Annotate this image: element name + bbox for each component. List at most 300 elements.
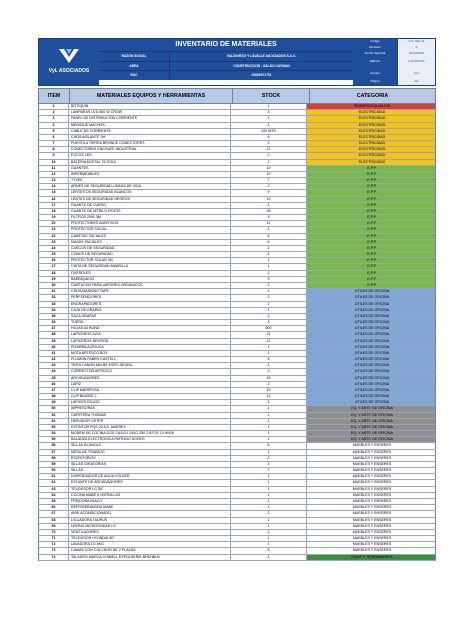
category-cell: UTILES DE OFICINA (307, 400, 435, 405)
item-cell: 46 (39, 382, 69, 387)
stock-cell: 1 (231, 419, 307, 424)
item-cell: 47 (39, 388, 69, 393)
description-cell: TIJERA (69, 320, 231, 325)
item-cell: 53 (39, 425, 69, 430)
item-cell: 28 (39, 271, 69, 276)
stock-cell: 21 (231, 332, 307, 337)
description-cell: HOJAS A4 BOND (69, 326, 231, 331)
description-cell: CINTA MASKING TAPE (69, 289, 231, 294)
item-cell: 33 (39, 302, 69, 307)
description-cell: LAPICES ROJOS (69, 400, 231, 405)
stock-cell: 2 (231, 289, 307, 294)
logo-mark-icon (57, 47, 81, 65)
category-cell: E.P.P. (307, 203, 435, 208)
item-cell: 70 (39, 530, 69, 535)
stock-cell: 1 (231, 160, 307, 165)
stock-cell: 1 (231, 351, 307, 356)
column-header-description: MATERIALES EQUIPOS Y HERRAMIENTAS (70, 89, 233, 103)
stock-cell: 8 (231, 548, 307, 553)
column-header-item: ITEM (39, 89, 70, 103)
stock-cell: 1 (231, 505, 307, 510)
description-cell: SILLAS (69, 468, 231, 473)
category-cell: MUEBLES Y ENSERES (307, 474, 435, 479)
item-cell: 6 (39, 135, 69, 140)
meta-row (353, 79, 435, 85)
description-cell: CAJA DE GRAPAS (69, 308, 231, 313)
stock-cell: 5 (231, 277, 307, 282)
item-cell: 14 (39, 184, 69, 189)
header-label: RAZON SOCIAL (99, 52, 170, 61)
meta-value: 0 (397, 45, 435, 51)
inventory-sheet (38, 38, 436, 561)
category-cell: EQ. Y ARTF. DE OFICINA (307, 437, 435, 442)
stock-cell: 1 (231, 536, 307, 541)
stock-cell: 4 (231, 462, 307, 467)
stock-cell: 1 (231, 493, 307, 498)
description-cell: CAFETERA THOMAS (69, 413, 231, 418)
stock-cell: 2 (231, 382, 307, 387)
description-cell: GUANTES (69, 166, 231, 171)
description-cell: PIZARRA ACRILICA (69, 345, 231, 350)
item-cell: 30 (39, 283, 69, 288)
table-row (38, 555, 436, 561)
item-cell: 21 (39, 227, 69, 232)
category-cell: UTILES DE OFICINA (307, 332, 435, 337)
description-cell: EXTINTOR PQS 20 KG. AMEREX (69, 425, 231, 430)
stock-cell: 1 (231, 363, 307, 368)
category-cell: UTILES DE OFICINA (307, 320, 435, 325)
header-value: CONSTRUCCION - SALDO CAYMAN (170, 62, 353, 71)
item-cell: 4 (39, 123, 69, 128)
meta-label: Elaboró (353, 56, 397, 68)
category-cell: E.P.P. (307, 283, 435, 288)
category-cell: E.P.P. (307, 252, 435, 257)
item-cell: 69 (39, 524, 69, 529)
meta-label: Código (353, 39, 397, 45)
item-cell: 63 (39, 487, 69, 492)
description-cell: GUANTE DE CUERO (69, 203, 231, 208)
stock-cell: 600 (231, 326, 307, 331)
category-cell: UTILES DE OFICINA (307, 382, 435, 387)
item-cell: 29 (39, 277, 69, 282)
category-cell: UTILES DE OFICINA (307, 314, 435, 319)
description-cell: ARNES DE SEGURIDAD-LINEAS DE VIDA (69, 184, 231, 189)
meta-label: Aprobó (353, 68, 397, 80)
stock-cell: 2 (231, 184, 307, 189)
company-logo (39, 39, 99, 85)
category-cell: E.P.P. (307, 209, 435, 214)
stock-cell: 10 (231, 166, 307, 171)
category-cell: UTILES DE OFICINA (307, 308, 435, 313)
description-cell: BOTIQUIN (69, 104, 231, 109)
category-cell: E.P.P. (307, 240, 435, 245)
meta-row (353, 56, 435, 68)
description-cell: CONOS DE SEGURIDAD (69, 252, 231, 257)
item-cell: 55 (39, 437, 69, 442)
description-cell: LAMPARAS LED 600 W CROW (69, 110, 231, 115)
item-cell: 22 (39, 234, 69, 239)
item-cell: 19 (39, 215, 69, 220)
item-cell: 34 (39, 308, 69, 313)
stock-cell: 1 (231, 425, 307, 430)
document-header (38, 38, 436, 86)
stock-cell: 2 (231, 302, 307, 307)
stock-cell: 9 (231, 190, 307, 195)
category-cell: UTILES DE OFICINA (307, 289, 435, 294)
description-cell: DISPENSADOR DE AGUA VOLKER (69, 474, 231, 479)
item-cell: 50 (39, 406, 69, 411)
item-cell: 61 (39, 474, 69, 479)
description-cell: SACA GRAPAS (69, 314, 231, 319)
stock-cell: 2 (231, 295, 307, 300)
category-cell: ELECTRICIDAD (307, 141, 435, 146)
stock-cell: 12 (231, 394, 307, 399)
item-cell: 38 (39, 332, 69, 337)
item-cell: 32 (39, 295, 69, 300)
category-cell: E.P.P. (307, 271, 435, 276)
stock-cell: 2 (231, 283, 307, 288)
description-cell: FREIDORA IMACO (69, 499, 231, 504)
stock-cell: 12 (231, 339, 307, 344)
category-cell: UTILES DE OFICINA (307, 295, 435, 300)
stock-cell: 25 (231, 209, 307, 214)
category-cell: UTILES DE OFICINA (307, 351, 435, 356)
category-cell: E.P.P. (307, 234, 435, 239)
stock-cell: 100 MTS (231, 129, 307, 134)
description-cell: HERVIDOR OSTER (69, 419, 231, 424)
category-cell: MUEBLES Y ENSERES (307, 493, 435, 498)
description-cell: CARTUCHO PARA VAPORES ORGANICOS (69, 283, 231, 288)
item-cell: 60 (39, 468, 69, 473)
item-cell: 10 (39, 160, 69, 165)
stock-cell: 2 (231, 141, 307, 146)
stock-cell: 1 (231, 542, 307, 547)
category-cell: MUEBLES Y ENSERES (307, 518, 435, 523)
item-cell: 52 (39, 419, 69, 424)
stock-cell: 2 (231, 511, 307, 516)
stock-cell: 1 (231, 480, 307, 485)
description-cell: TYVEK (69, 178, 231, 183)
description-cell: GUANTE DE NITRILO ROJOS (69, 209, 231, 214)
category-cell: E.P.P. (307, 215, 435, 220)
category-cell: MUEBLES Y ENSERES (307, 530, 435, 535)
stock-cell: 1 (231, 227, 307, 232)
item-cell: 15 (39, 190, 69, 195)
category-cell: MUEBLES Y ENSERES (307, 542, 435, 547)
item-cell: 26 (39, 258, 69, 263)
stock-cell: 12 (231, 221, 307, 226)
item-cell: 57 (39, 450, 69, 455)
category-cell: MUEBLES Y ENSERES (307, 443, 435, 448)
meta-value: GG (397, 68, 435, 80)
stock-cell: 1 (231, 203, 307, 208)
stock-cell: 1 (231, 104, 307, 109)
category-cell: E.P.P. (307, 184, 435, 189)
description-cell: VENTILADORES (69, 530, 231, 535)
stock-cell: 6 (231, 135, 307, 140)
item-cell: 44 (39, 369, 69, 374)
item-cell: 20 (39, 221, 69, 226)
item-cell: 73 (39, 548, 69, 553)
category-cell: ELECTRICIDAD (307, 160, 435, 165)
description-cell: LAVADORA LG 6KG (69, 542, 231, 547)
category-cell: UTILES DE OFICINA (307, 339, 435, 344)
description-cell: MOTA ARTESCO BOX (69, 351, 231, 356)
item-cell: 11 (39, 166, 69, 171)
category-cell: EQ. Y ARTF. DE OFICINA (307, 431, 435, 436)
header-label: AREA (99, 62, 170, 71)
item-cell: 36 (39, 320, 69, 325)
item-cell: 41 (39, 351, 69, 356)
item-cell: 39 (39, 339, 69, 344)
description-cell: LENTES DE SEGURIDAD NEGROS (69, 197, 231, 202)
category-cell: MUEBLES Y ENSERES (307, 468, 435, 473)
description-cell: CORRECTOR ARTESCO (69, 369, 231, 374)
category-cell: MUEBLES Y ENSERES (307, 499, 435, 504)
description-cell: CAMAS CON COLCHON DE 2 PLAZAS (69, 548, 231, 553)
item-cell: 37 (39, 326, 69, 331)
category-cell: MUEBLES Y ENSERES (307, 548, 435, 553)
category-cell: MUEBLES Y ENSERES (307, 536, 435, 541)
stock-cell: 7 (231, 178, 307, 183)
description-cell: CINTA DE SEGURIDAD AMARILLA (69, 264, 231, 269)
item-cell: 1 (39, 104, 69, 109)
meta-value: 20/04/2023 (397, 51, 435, 57)
stock-cell: 1 (231, 518, 307, 523)
description-cell: CABLE DE CORRIENTE (69, 129, 231, 134)
description-cell: CASCOS DE SEGURIDAD (69, 246, 231, 251)
stock-cell: 1 (231, 116, 307, 121)
stock-cell: 2 (231, 153, 307, 158)
description-cell: PLUMON FABER CASTELL (69, 357, 231, 362)
description-cell: LAPIZ (69, 382, 231, 387)
stock-cell: 2 (231, 246, 307, 251)
description-cell: SILLAS BLANCAS (69, 443, 231, 448)
stock-cell: 7 (231, 468, 307, 473)
category-cell: ELECTRICIDAD (307, 153, 435, 158)
category-cell: ELECTRICIDAD (307, 110, 435, 115)
description-cell: ENGRAPADORES (69, 302, 231, 307)
stock-cell: 2 (231, 314, 307, 319)
stock-cell: 1 (231, 123, 307, 128)
header-row-ruc (99, 71, 353, 80)
category-cell: PRIMEROS AUXILIOS (307, 104, 435, 109)
item-cell: 13 (39, 178, 69, 183)
description-cell: MESA DE TRABAJO (69, 450, 231, 455)
meta-value: VYL-SIG-01 (397, 39, 435, 45)
stock-cell: 10 (231, 197, 307, 202)
category-cell: ELECTRICIDAD (307, 123, 435, 128)
description-cell: TELEVISOR LG 50" (69, 487, 231, 492)
meta-value: LOGÍSTICA (397, 56, 435, 68)
category-cell: MUEBLES Y ENSERES (307, 480, 435, 485)
category-cell: E.P.P. (307, 246, 435, 251)
description-cell: PROTECTORES AUDITIVOS (69, 221, 231, 226)
item-cell: 16 (39, 197, 69, 202)
category-cell: MUEBLES Y ENSERES (307, 511, 435, 516)
item-cell: 58 (39, 456, 69, 461)
item-cell: 8 (39, 147, 69, 152)
description-cell: CARETAS FACIALES (69, 234, 231, 239)
category-cell: ELECTRICIDAD (307, 135, 435, 140)
item-cell: 23 (39, 240, 69, 245)
description-cell: ESTANTE DE ARCHIVADORES (69, 480, 231, 485)
stock-cell: 1 (231, 474, 307, 479)
category-cell: UTILES DE OFICINA (307, 302, 435, 307)
description-cell: ESCRITORIOS (69, 456, 231, 461)
stock-cell: 1 (231, 264, 307, 269)
category-cell: MUEBLES Y ENSERES (307, 487, 435, 492)
category-cell: MUEBLES Y ENSERES (307, 456, 435, 461)
item-cell: 42 (39, 357, 69, 362)
description-cell: COCINA MABE 6 HORNILLAS (69, 493, 231, 498)
table-header (38, 88, 436, 104)
header-meta (353, 39, 435, 85)
item-cell: 56 (39, 443, 69, 448)
category-cell: ELECTRICIDAD (307, 147, 435, 152)
category-cell: E.P.P. (307, 190, 435, 195)
item-cell: 62 (39, 480, 69, 485)
stock-cell: 1 (231, 437, 307, 442)
description-cell: LICUADORA TAURUS (69, 518, 231, 523)
description-cell: BALANZA ELECTRONICA PATRICIO 5OOKG (69, 437, 231, 442)
stock-cell: 1 (231, 450, 307, 455)
description-cell: IMPERMEABLES (69, 172, 231, 177)
stock-cell: 10 (231, 172, 307, 177)
category-cell: E.P.P. (307, 166, 435, 171)
stock-cell: 2 (231, 530, 307, 535)
item-cell: 64 (39, 493, 69, 498)
category-cell: UTILES DE OFICINA (307, 326, 435, 331)
stock-cell: 1 (231, 258, 307, 263)
description-cell: ARCHIVADORES (69, 376, 231, 381)
category-cell: MUEBLES Y ENSERES (307, 450, 435, 455)
item-cell: 5 (39, 129, 69, 134)
description-cell: PANEL DE DISTRIBUCION CORRIENTE (69, 116, 231, 121)
item-cell: 66 (39, 505, 69, 510)
category-cell: UTILES DE OFICINA (307, 363, 435, 368)
description-cell: MODEM DE COCINA DOS CASCO 240G-250 2 BTOS 10 HN26 (69, 431, 231, 436)
category-cell: EQ. Y ARTF. DE OFICINA (307, 413, 435, 418)
document-title: INVENTARIO DE MATERIALES (99, 39, 353, 52)
column-header-category: CATEGORIA (356, 93, 389, 99)
item-cell: 74 (39, 555, 69, 560)
stock-cell: 2 (231, 271, 307, 276)
category-cell: MUEBLES Y ENSERES (307, 505, 435, 510)
category-cell: E.P.P. (307, 178, 435, 183)
item-cell: 31 (39, 289, 69, 294)
description-cell: LENTES DE SEGURIDAD BLANCOS (69, 190, 231, 195)
item-cell: 27 (39, 264, 69, 269)
category-cell: EQ. Y ARTF. DE OFICINA (307, 425, 435, 430)
category-cell: UTILES DE OFICINA (307, 376, 435, 381)
description-cell: REFRIGERADORA MABE (69, 505, 231, 510)
logo-text: VyL ASOCIADOS (48, 68, 90, 74)
stock-cell: 1 (231, 406, 307, 411)
description-cell: TELEVISOR HYUNDAI 50" (69, 536, 231, 541)
item-cell: 49 (39, 400, 69, 405)
stock-cell: 1 (231, 524, 307, 529)
item-cell: 2 (39, 110, 69, 115)
header-label: RUC (99, 71, 170, 80)
item-cell: 67 (39, 511, 69, 516)
description-cell: LAPICEROS AZUL (69, 332, 231, 337)
meta-row (353, 68, 435, 80)
category-cell: ELECTRICIDAD (307, 129, 435, 134)
item-cell: 18 (39, 209, 69, 214)
description-cell: BATERIA DIGITAL 76 STEA (69, 160, 231, 165)
category-cell: E.P.P. (307, 172, 435, 177)
item-cell: 59 (39, 462, 69, 467)
meta-label: Revisión (353, 45, 397, 51)
description-cell: CINTA AISLANTE 3M (69, 135, 231, 140)
item-cell: 24 (39, 246, 69, 251)
table-body (38, 104, 436, 561)
stock-cell: 6 (231, 443, 307, 448)
description-cell: IMPRESORAS (69, 406, 231, 411)
description-cell: MENSAJE MACHOS (69, 123, 231, 128)
item-cell: 71 (39, 536, 69, 541)
item-cell: 9 (39, 153, 69, 158)
header-main (99, 39, 353, 85)
description-cell: TALADRO MARCA CHIMELL EXPOLSERIE BHEHBUV (69, 555, 231, 560)
description-cell: PROTECTOR FACIAL (69, 227, 231, 232)
item-cell: 43 (39, 363, 69, 368)
category-cell: E.P.P. (307, 277, 435, 282)
stock-cell: 1 (231, 487, 307, 492)
description-cell: FOCOS LED (69, 153, 231, 158)
stock-cell: 6 (231, 357, 307, 362)
item-cell: 12 (39, 172, 69, 177)
description-cell: MASAS FACIALES (69, 240, 231, 245)
category-cell: UTILES DE OFICINA (307, 345, 435, 350)
description-cell: CONECTORES ENCHUFE INDUSTRIAL (69, 147, 231, 152)
stock-cell: 8 (231, 234, 307, 239)
description-cell: TINTA CANON 664 BK ESPC NEGRA (69, 363, 231, 368)
stock-cell: 1 (231, 499, 307, 504)
column-header-stock: STOCK (233, 89, 310, 103)
meta-label: Página (353, 79, 397, 85)
category-cell: ELECTRICIDAD (307, 116, 435, 121)
stock-cell: 2 (231, 456, 307, 461)
stock-cell: 5 (231, 215, 307, 220)
stock-cell: 3 (231, 320, 307, 325)
item-cell: 45 (39, 376, 69, 381)
item-cell: 35 (39, 314, 69, 319)
stock-cell: 2 (231, 369, 307, 374)
category-cell: EQ. Y ARTF. DE OFICINA (307, 406, 435, 411)
category-cell: E.P.P. (307, 197, 435, 202)
stock-cell: 3 (231, 400, 307, 405)
category-cell: EQUIP Y HERRAMIENTA (307, 555, 435, 560)
header-value: 20609471791 (170, 71, 353, 80)
description-cell: FILTROS 2091 3M (69, 215, 231, 220)
category-cell: MUEBLES Y ENSERES (307, 462, 435, 467)
item-cell: 48 (39, 394, 69, 399)
item-cell: 25 (39, 252, 69, 257)
stock-cell: 1 (231, 555, 307, 560)
item-cell: 68 (39, 518, 69, 523)
description-cell: SILLAS GIRATORIAS (69, 462, 231, 467)
category-cell: UTILES DE OFICINA (307, 388, 435, 393)
description-cell: CLIP MARIPOSA (69, 388, 231, 393)
category-cell: UTILES DE OFICINA (307, 357, 435, 362)
description-cell: PERFORADORES (69, 295, 231, 300)
stock-cell: 1 (231, 431, 307, 436)
stock-cell: 1 (231, 308, 307, 313)
stock-cell: 12 (231, 147, 307, 152)
description-cell: CLIP BINDER 2 (69, 394, 231, 399)
